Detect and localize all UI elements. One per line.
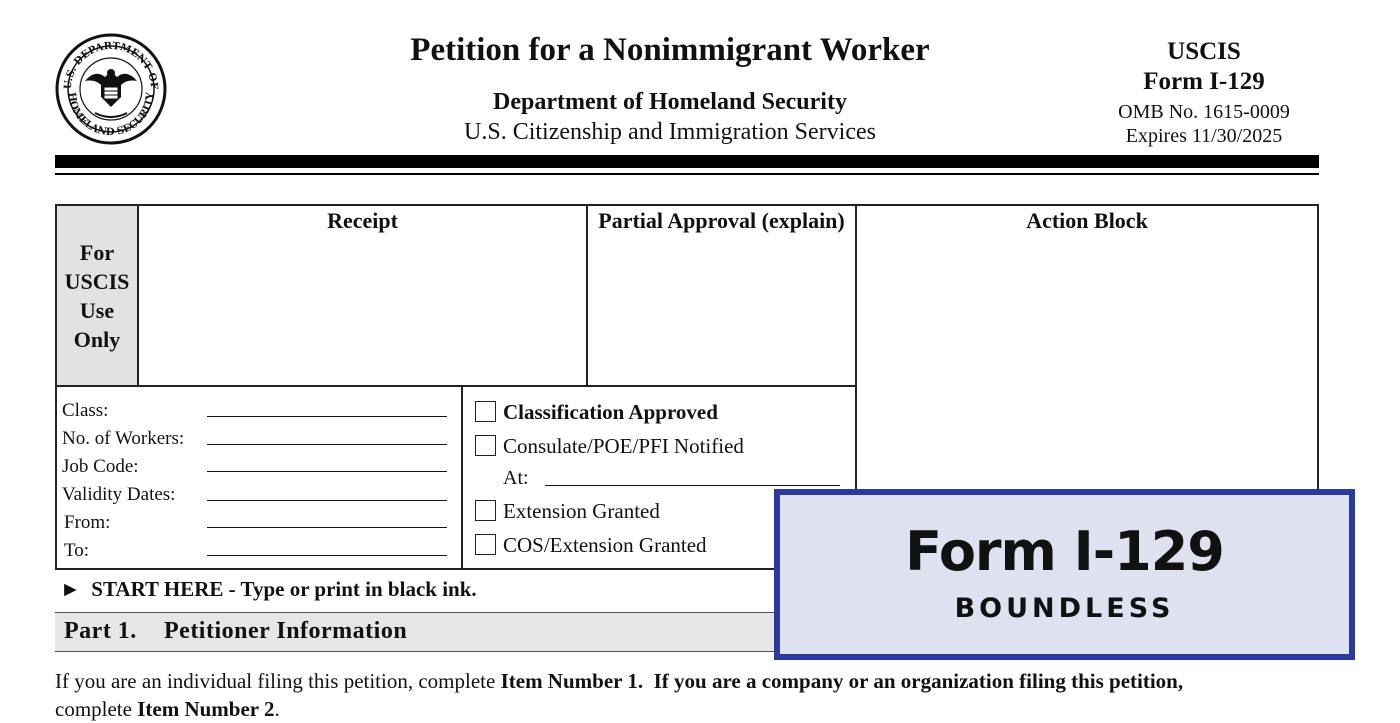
to-label: To:: [64, 540, 90, 561]
extension-granted-label: Extension Granted: [503, 499, 660, 523]
department-name: Department of Homeland Security: [493, 89, 847, 115]
agency-label: USCIS: [1167, 38, 1241, 65]
validity-dates-field[interactable]: [207, 500, 447, 501]
header-rule-thick: [55, 155, 1319, 168]
form-id: Form I-129: [1143, 68, 1265, 95]
expiration-date: Expires 11/30/2025: [1125, 125, 1283, 147]
consulate-notified-checkbox[interactable]: [475, 435, 496, 456]
seal-top-text: U.S. DEPARTMENT OF: [62, 40, 160, 90]
extension-granted-checkbox[interactable]: [475, 500, 496, 521]
partial-approval-field[interactable]: [588, 238, 855, 385]
header-rule-thin: [55, 173, 1319, 175]
cos-extension-label: COS/Extension Granted: [503, 533, 707, 557]
form-title: Petition for a Nonimmigrant Worker: [410, 32, 930, 68]
seal-bottom-text: HOMELAND SECURITY: [65, 91, 157, 139]
receipt-field[interactable]: [139, 238, 586, 385]
partial-approval-header: Partial Approval (explain): [598, 208, 845, 233]
class-field[interactable]: [207, 416, 447, 417]
cos-extension-checkbox[interactable]: [475, 534, 496, 555]
workers-label: No. of Workers:: [62, 428, 185, 449]
subagency-name: U.S. Citizenship and Immigration Services: [464, 119, 876, 145]
instructions-line-1: If you are an individual filing this petition, complete Item Number 1. If you are a company or an organization filing this petition,: [55, 669, 1184, 693]
use-only-label: For USCIS Use Only: [64, 240, 130, 352]
receipt-header: Receipt: [327, 208, 398, 233]
from-field[interactable]: [207, 527, 447, 528]
job-code-field[interactable]: [207, 471, 447, 472]
at-label: At:: [503, 467, 529, 489]
consulate-notified-label: Consulate/POE/PFI Notified: [503, 434, 744, 458]
action-block-field[interactable]: [857, 238, 1317, 488]
validity-dates-label: Validity Dates:: [62, 484, 176, 505]
divider: [461, 387, 463, 568]
start-here-text: START HERE - Type or print in black ink.: [91, 577, 477, 601]
from-label: From:: [64, 512, 111, 533]
part1-title: Petitioner Information: [164, 618, 408, 644]
class-label: Class:: [62, 400, 109, 421]
omb-number: OMB No. 1615-0009: [1118, 101, 1290, 123]
job-code-label: Job Code:: [62, 456, 139, 477]
badge-brand: BOUNDLESS: [954, 593, 1175, 624]
arrow-right-icon: ►: [60, 577, 81, 601]
workers-field[interactable]: [207, 444, 447, 445]
badge-title: Form I-129: [905, 520, 1224, 583]
action-block-header: Action Block: [1026, 208, 1148, 233]
classification-approved-label: Classification Approved: [503, 400, 718, 424]
part1-number: Part 1.: [64, 618, 137, 644]
classification-approved-checkbox[interactable]: [475, 401, 496, 422]
to-field[interactable]: [207, 555, 447, 556]
start-here-line: [60, 577, 477, 602]
divider: [57, 385, 857, 387]
instructions-line-2: complete Item Number 2.: [55, 697, 280, 721]
at-field[interactable]: [545, 485, 840, 486]
